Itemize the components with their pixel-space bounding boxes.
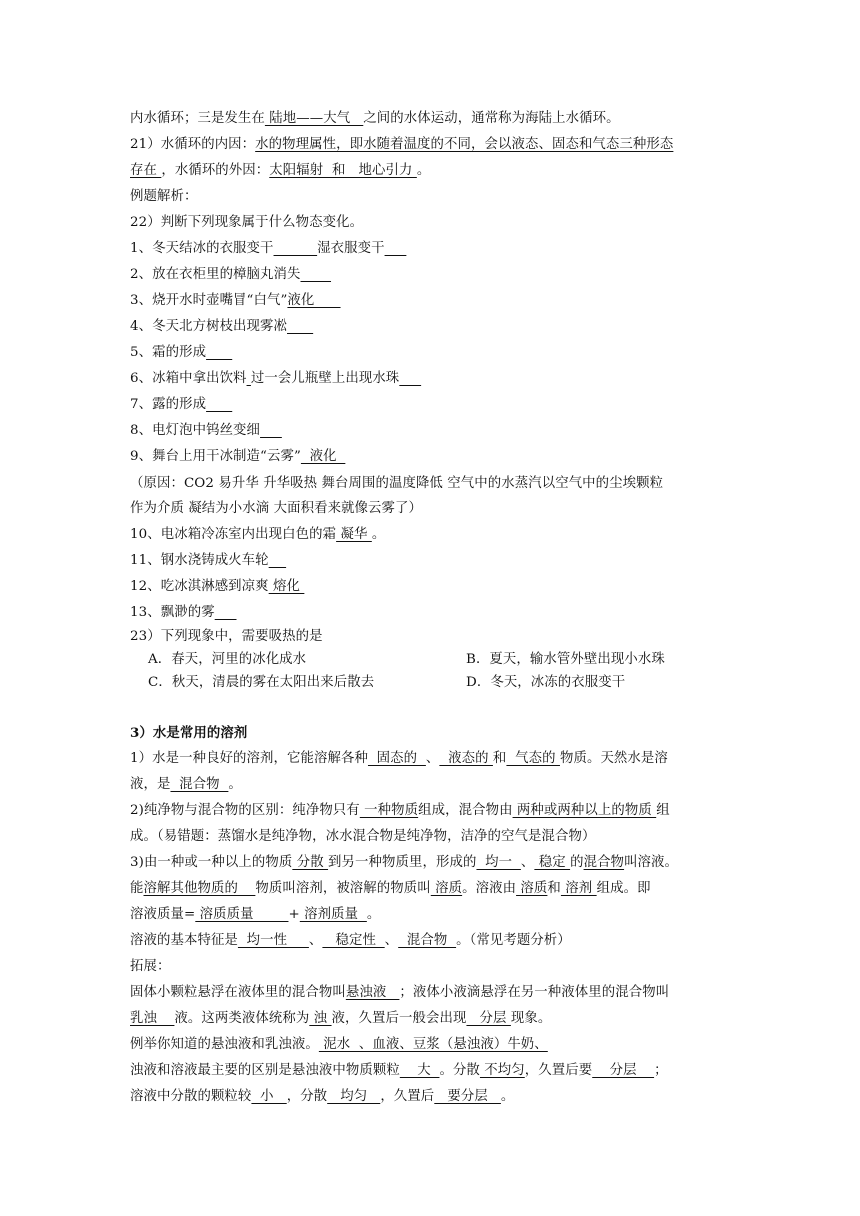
text-line: 例举你知道的悬浊液和乳浊液。 泥水 、血液、豆浆（悬浊液）牛奶、 — [130, 1037, 548, 1052]
text-line: 溶液质量= 溶质质量 + 溶剂质量 。 — [130, 907, 381, 922]
option-d: D．冬天，冰冻的衣服变干 — [466, 675, 626, 690]
text-line: 21）水循环的内因：水的物理属性，即水随着温度的不同，会以液态、固态和气态三种形态 — [130, 137, 674, 152]
text-line: 10、电冰箱冷冻室内出现白色的霜 凝华 。 — [130, 527, 386, 542]
text-line: （原因：CO2 易升华 升华吸热 舞台周围的温度降低 空气中的水蒸汽以空气中的尘埃颗粒 — [130, 476, 664, 491]
text-line: 23）下列现象中，需要吸热的是 — [130, 629, 323, 644]
text-line: 2、放在衣柜里的樟脑丸消失 — [130, 267, 301, 282]
text-line: 成。（易错题：蒸馏水是纯净物，冰水混合物是纯净物，洁净的空气是混合物） — [130, 829, 596, 844]
text-line: 1、冬天结冰的衣服变干 湿衣服变干 — [130, 241, 385, 256]
option-c: C．秋天，清晨的雾在太阳出来后散去 — [148, 675, 375, 690]
text-line: 内水循环；三是发生在 陆地——大气 之间的水体运动，通常称为海陆上水循环。 — [130, 111, 620, 126]
text-line: 13、飘渺的雾 — [130, 605, 215, 620]
text-line: 拓展： — [130, 959, 171, 974]
text-line: 22）判断下列现象属于什么物态变化。 — [130, 215, 364, 230]
text-line: 5、霜的形成 — [130, 345, 207, 360]
text-line: 3)由一种或一种以上的物质 分散 到另一种物质里，形成的 均一 、 稳定 的混合物叫溶液。 — [130, 855, 679, 870]
text-line: 存在 ，水循环的外因：太阳辐射 和 地心引力 。 — [130, 163, 431, 178]
text-line: 1）水是一种良好的溶剂，它能溶解各种 固态的 、 液态的 和 气态的 物质。天然水是溶 — [130, 751, 668, 766]
option-b: B．夏天，输水管外壁出现小水珠 — [466, 652, 665, 667]
text-line: 溶液的基本特征是 均一性 、 稳定性 、 混合物 。（常见考题分析） — [130, 933, 571, 948]
option-a: A．春天，河里的冰化成水 — [148, 652, 307, 667]
text-line: 4、冬天北方树枝出现雾凇 — [130, 319, 288, 334]
text-line: 固体小颗粒悬浮在液体里的混合物叫悬浊液 ；液体小液滴悬浮在另一种液体里的混合物叫 — [130, 985, 670, 1000]
text-line: 浊液和溶液最主要的区别是悬浊液中物质颗粒 大 。分散 不均匀，久置后要 分层 ； — [130, 1063, 668, 1078]
text-line: 11、钢水浇铸成火车轮 — [130, 553, 269, 568]
text-line: 9、舞台上用干冰制造“云雾” 液化 — [130, 449, 346, 464]
text-line: 能溶解其他物质的 物质叫溶剂，被溶解的物质叫 溶质。溶液由 溶质和 溶剂 组成。即 — [130, 881, 651, 896]
text-line: 6、冰箱中拿出饮料 过一会儿瓶壁上出现水珠 — [130, 371, 400, 386]
section-heading: 3）水是常用的溶剂 — [130, 725, 248, 741]
text-line: 液，是 混合物 。 — [130, 777, 242, 792]
text-line: 8、电灯泡中钨丝变细 — [130, 423, 261, 438]
text-line: 溶液中分散的颗粒较 小 ，分散 均匀 ，久置后 要分层 。 — [130, 1089, 515, 1104]
text-line: 作为介质 凝结为小水滴 大面积看来就像云雾了） — [130, 501, 423, 516]
text-line: 3、烧开水时壶嘴冒“白气”液化 — [130, 293, 341, 308]
text-line: 乳浊 液。这两类液体统称为 浊 液，久置后一般会出现 分层 现象。 — [130, 1011, 552, 1026]
text-line: 12、吃冰淇淋感到凉爽 熔化 — [130, 579, 305, 594]
text-line: 例题解析： — [130, 189, 198, 204]
text-line: 7、露的形成 — [130, 397, 207, 412]
text-line: 2)纯净物与混合物的区别：纯净物只有 一种物质组成，混合物由 两种或两种以上的物质 组 — [130, 803, 670, 818]
